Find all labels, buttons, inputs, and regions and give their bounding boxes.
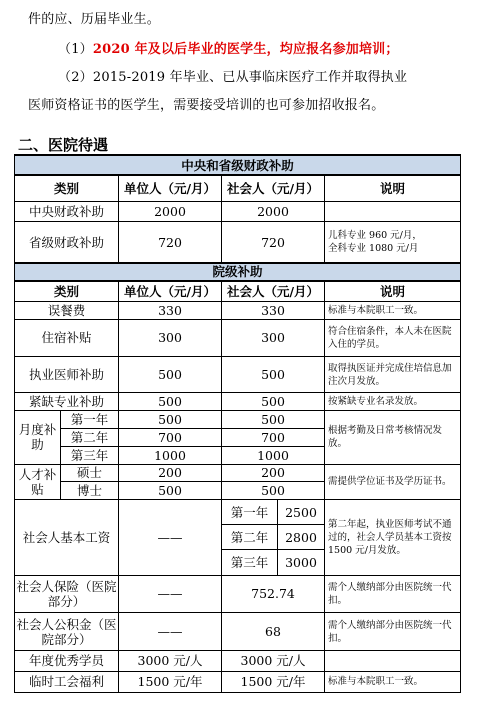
row-note [325,221,461,263]
row-unit-value: 500 [119,411,222,429]
talent-subsidy-group: 人才补贴 [15,464,61,500]
row-social-value: 200 [222,464,325,482]
row-category: 省级财政补助 [15,221,119,263]
intro-line-2-prefix: （1） [58,42,93,57]
row-note: 需个人缴纳部分由医院统一代扣。 [325,575,461,613]
row-social-value: 300 [222,320,325,357]
table-row [15,302,461,320]
row-year: 第二年 [61,428,119,446]
row-category: 执业医师补助 [15,356,119,393]
hospital-table-title: 院级补助 [15,263,461,281]
intro-line-1: 件的应、历届毕业生。 [28,12,161,27]
central-subsidy-table [14,154,461,264]
row-note: 第二年起，执业医师考试不通过的，社会人学员基本工资按 1500 元/月发放。 [325,500,461,575]
row-category: 误餐费 [15,302,119,320]
table-row [15,411,461,429]
row-unit-value: 300 [119,320,222,357]
row-note-line-1: 儿科专业 960 元/月， [328,230,422,241]
header-social: 社会人（元/月） [222,281,325,302]
row-category: 社会人基本工资 [15,500,119,575]
row-unit-value: 1000 [119,446,222,464]
row-unit-value: 700 [119,428,222,446]
intro-line-4: 医师资格证书的医学生，需要接受培训的也可参加招收报名。 [28,98,385,113]
table-row [15,671,461,692]
row-social-value: 1000 [222,446,325,464]
row-unit-value: —— [119,500,222,575]
header-category: 类别 [15,281,119,302]
section-title: 二、医院待遇 [18,136,109,154]
row-note: 标准与本院职工一致。 [325,671,461,692]
row-social-value: 500 [222,393,325,411]
row-social-value: 500 [222,482,325,500]
row-social-value: 700 [222,428,325,446]
row-unit-value: 500 [119,393,222,411]
intro-line-2-emphasis: 2020 年及以后毕业的医学生，均应报名参加培训； [92,42,399,57]
row-note: 需提供学位证书及学历证书。 [325,464,461,500]
row-unit-value: 500 [119,356,222,393]
header-category: 类别 [15,175,119,201]
row-note [325,650,461,671]
row-social-value: 1500 元/年 [222,671,325,692]
row-unit-value: —— [119,575,222,613]
header-unit: 单位人（元/月） [119,175,222,201]
row-category: 年度优秀学员 [15,650,119,671]
row-degree: 博士 [61,482,119,500]
table-row [15,221,461,263]
row-note [325,201,461,221]
table-row [15,613,461,651]
row-category: 中央财政补助 [15,201,119,221]
row-unit-value: —— [119,613,222,651]
table-row [15,464,461,482]
table-row [15,356,461,393]
row-category: 临时工会福利 [15,671,119,692]
row-social-value: 500 [222,411,325,429]
row-unit-value: 200 [119,464,222,482]
table-row [15,575,461,613]
row-unit-value: 2000 [119,201,222,221]
header-note: 说明 [325,281,461,302]
row-amount: 2800 [278,525,325,550]
row-category: 紧缺专业补助 [15,393,119,411]
row-unit-value: 720 [119,221,222,263]
row-note: 按紧缺专业名录发放。 [325,393,461,411]
row-amount: 2500 [278,500,325,525]
row-year: 第三年 [222,550,278,575]
row-year: 第一年 [222,500,278,525]
row-note: 需个人缴纳部分由医院统一代扣。 [325,613,461,651]
row-category: 社会人公积金（医院部分） [15,613,119,651]
hospital-subsidy-table [14,262,461,693]
central-table-title: 中央和省级财政补助 [15,155,461,175]
table-row [15,320,461,357]
table-row [15,201,461,221]
row-category: 住宿补贴 [15,320,119,357]
row-social-value: 68 [222,613,325,651]
row-social-value: 2000 [222,201,325,221]
table-row [15,393,461,411]
intro-line-3: （2）2015-2019 年毕业、已从事临床医疗工作并取得执业 [58,70,408,85]
row-social-value: 3000 元/人 [222,650,325,671]
header-unit: 单位人（元/月） [119,281,222,302]
intro-line-2 [58,38,399,57]
row-note: 根据考勤及日常考核情况发放。 [325,411,461,464]
row-unit-value: 330 [119,302,222,320]
row-note: 符合住宿条件，本人未在医院入住的学员。 [325,320,461,357]
row-note: 标准与本院职工一致。 [325,302,461,320]
row-note: 取得执医证并完成住培信息加注次月发放。 [325,356,461,393]
row-unit-value: 500 [119,482,222,500]
row-degree: 硕士 [61,464,119,482]
table-row [15,650,461,671]
row-note-line-2: 全科专业 1080 元/月 [328,243,419,254]
row-social-value: 500 [222,356,325,393]
header-note: 说明 [325,175,461,201]
row-unit-value: 3000 元/人 [119,650,222,671]
row-amount: 3000 [278,550,325,575]
table-row [15,500,461,525]
monthly-subsidy-group: 月度补助 [15,411,61,464]
row-social-value: 752.74 [222,575,325,613]
row-social-value: 720 [222,221,325,263]
row-year: 第一年 [61,411,119,429]
row-social-value: 330 [222,302,325,320]
row-category: 社会人保险（医院部分） [15,575,119,613]
row-year: 第二年 [222,525,278,550]
header-social: 社会人（元/月） [222,175,325,201]
row-year: 第三年 [61,446,119,464]
row-unit-value: 1500 元/年 [119,671,222,692]
